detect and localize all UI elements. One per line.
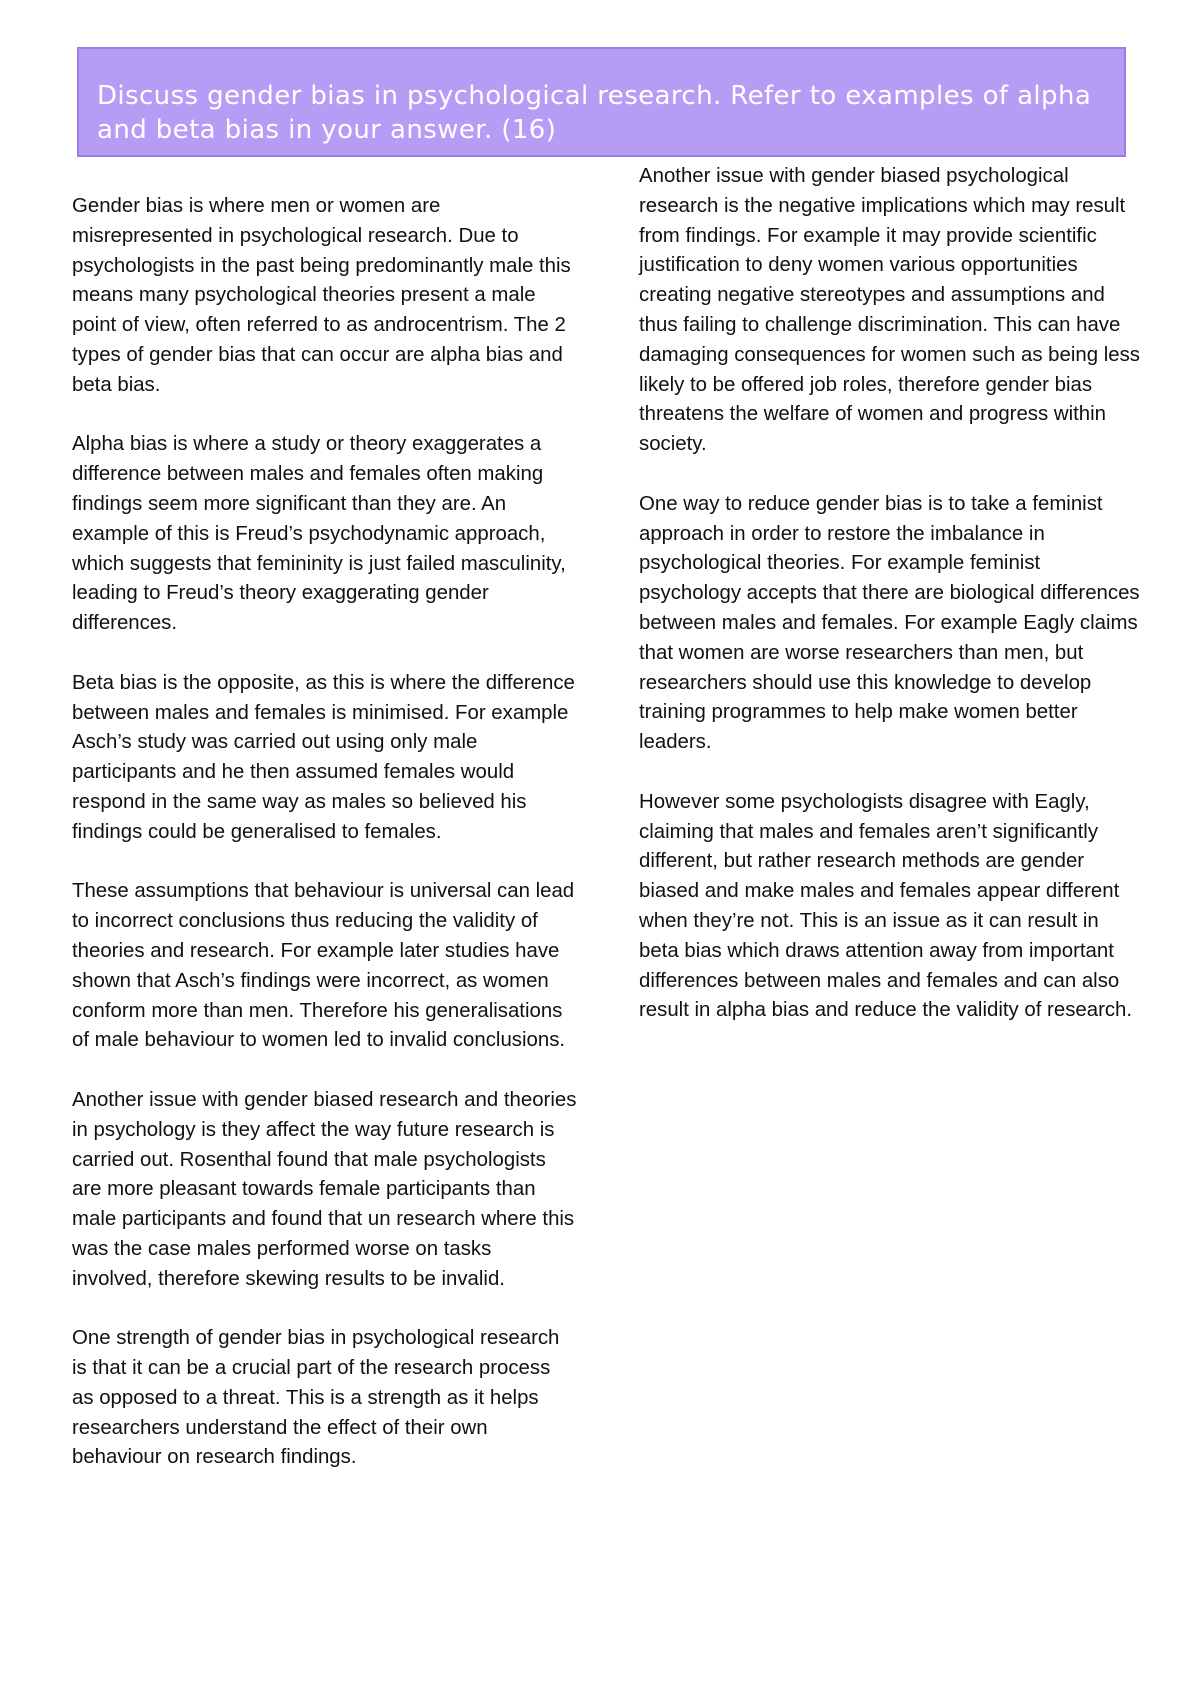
right-column	[639, 162, 1144, 1056]
left-column	[72, 192, 577, 1503]
question-title: Discuss gender bias in psychological research. Refer to examples of alpha and beta bias in your answer. (16)	[97, 81, 1092, 145]
paragraph-strength: One strength of gender bias in psychological research is that it can be a crucial part of the research process as opposed to a threat. This is a strength as it helps researchers understand the effect of their own behaviour on research findings.	[72, 1327, 560, 1469]
question-banner	[77, 47, 1126, 157]
paragraph-universality: These assumptions that behaviour is universal can lead to incorrect conclusions thus reducing the validity of theories and research. For example later studies have shown that Asch’s findings were incorrect, as women conform more than men. Therefore his generalisations of male behaviour to women led to invalid conclusions.	[72, 880, 575, 1052]
paragraph-beta-bias: Beta bias is the opposite, as this is where the difference between males and females is minimised. For example Asch’s study was carried out using only male participants and he then assumed females would respond in the same way as males so believed his findings could be generalised to females.	[72, 671, 575, 843]
paragraph-feminist-approach: One way to reduce gender bias is to take a feminist approach in order to restore the imbalance in psychological theories. For example feminist psychology accepts that there are biological differences between males and females. For example Eagly claims that women are worse researchers than men, but researchers should use this knowledge to develop training programmes to help make women better leaders.	[639, 492, 1140, 754]
paragraph-definition: Gender bias is where men or women are misrepresented in psychological research. Due to psychologists in the past being predominantly male this means many psychological theories present a male point of view, often referred to as androcentrism. The 2 types of gender bias that can occur are alpha bias and beta bias.	[72, 195, 571, 396]
paragraph-alpha-bias: Alpha bias is where a study or theory exaggerates a difference between males and females often making findings seem more significant than they are. An example of this is Freud’s psychodynamic approach, which suggests that femininity is just failed masculinity, leading to Freud’s theory exaggerating gender differences.	[72, 433, 566, 635]
paragraph-counterargument: However some psychologists disagree with Eagly, claiming that males and females aren’t significantly different, but rather research methods are gender biased and make males and females appear different when they’re not. This is an issue as it can result in beta bias which draws attention away from important differences between males and females and can also result in alpha bias and reduce the validity of research.	[639, 790, 1133, 1022]
paragraph-negative-implications: Another issue with gender biased psychological research is the negative implications which may result from findings. For example it may provide scientific justification to deny women various opportunities creating negative stereotypes and assumptions and thus failing to challenge discrimination. This can have damaging consequences for women such as being less likely to be offered job roles, therefore gender bias threatens the welfare of women and progress within society.	[639, 165, 1141, 456]
paragraph-future-research: Another issue with gender biased research and theories in psychology is they affect the way future research is carried out. Rosenthal found that male psychologists are more pleasant towards female participants than male participants and found that un research where this was the case males performed worse on tasks involved, therefore skewing results to be invalid.	[72, 1088, 577, 1290]
